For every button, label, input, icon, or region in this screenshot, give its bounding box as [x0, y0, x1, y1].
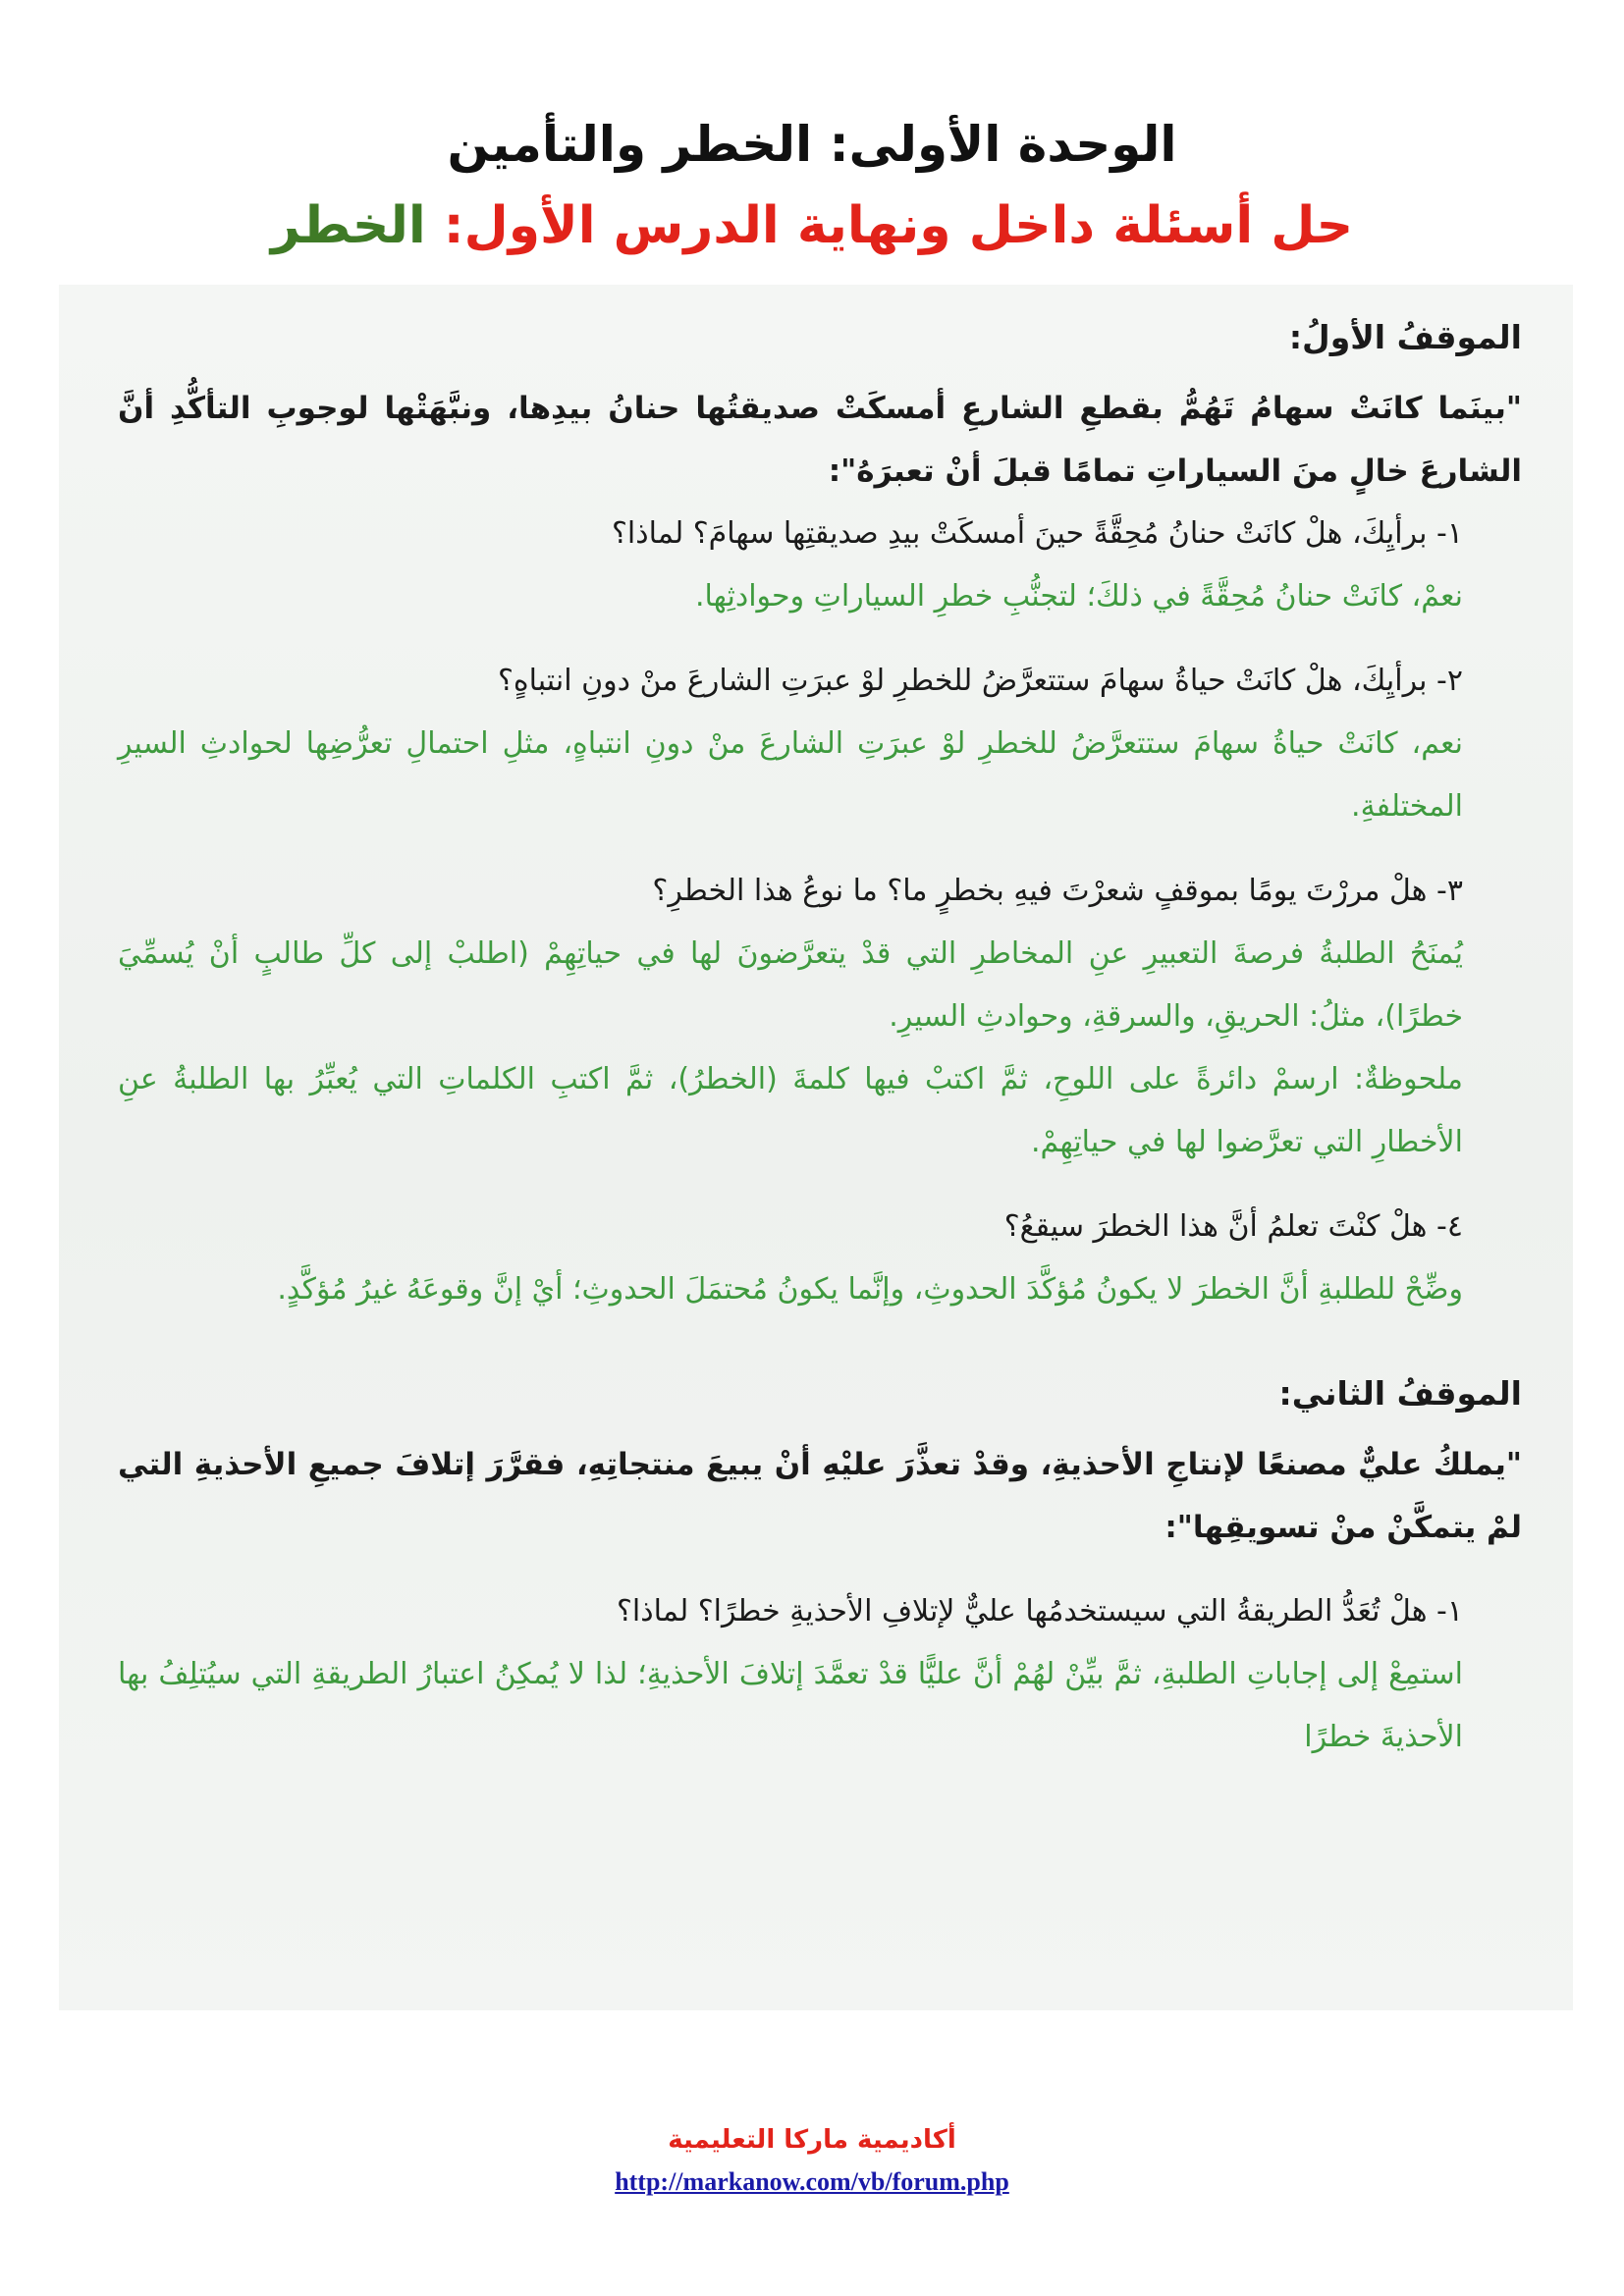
- answer: نعم، كانَتْ حياةُ سهامَ ستتعرَّضُ للخطرِ لوْ عبرَتِ الشارعَ منْ دونِ انتباهٍ، مثلِ احتمالِ تعرُّضِها لحوادثِ السيرِ المختلفةِ.: [118, 726, 1463, 824]
- teacher-note: ملحوظةٌ: ارسمْ دائرةً على اللوحِ، ثمَّ اكتبْ فيها كلمةَ (الخطرُ)، ثمَّ اكتبِ الكلماتِ التي يُعبِّرُ بها الطلبةُ عنِ الأخطارِ التي تعرَّضوا لها في حياتِهِمْ.: [118, 1062, 1463, 1159]
- question: ٣- هلْ مررْتَ يومًا بموقفٍ شعرْتَ فيهِ بخطرٍ ما؟ ما نوعُ هذا الخطرِ؟: [652, 874, 1463, 908]
- answer: استمِعْ إلى إجاباتِ الطلبةِ، ثمَّ بيِّنْ لهُمْ أنَّ عليًّا قدْ تعمَّدَ إتلافَ الأحذيةِ؛ لذا لا يُمكِنُ اعتبارُ الطريقةِ التي سيُتلِفُ بها الأحذيةَ خطرًا: [118, 1657, 1463, 1754]
- situation-1-text: "بينَما كانَتْ سهامُ تَهُمُّ بقطعِ الشارعِ أمسكَتْ صديقتُها حنانُ بيدِها، ونبَّهَتْها لوجوبِ التأكُّدِ أنَّ الشارعَ خالٍ منَ السياراتِ تمامًا قبلَ أنْ تعبرَهُ":: [118, 391, 1522, 489]
- question: ١- هلْ تُعَدُّ الطريقةُ التي سيستخدمُها عليٌّ لإتلافِ الأحذيةِ خطرًا؟ لماذا؟: [616, 1594, 1463, 1629]
- answer: يُمنَحُ الطلبةُ فرصةَ التعبيرِ عنِ المخاطرِ التي قدْ يتعرَّضونَ لها في حياتِهِمْ (اطلبْ إلى كلِّ طالبٍ أنْ يُسمِّيَ خطرًا)، مثلُ: الحريقِ، والسرقةِ، وحوادثِ السيرِ.: [118, 936, 1463, 1034]
- question: ١- برأيِكَ، هلْ كانَتْ حنانُ مُحِقَّةً حينَ أمسكَتْ بيدِ صديقتِها سهامَ؟ لماذا؟: [611, 516, 1463, 551]
- footer-forum-link[interactable]: http://markanow.com/vb/forum.php: [615, 2167, 1009, 2196]
- answer: وضِّحْ للطلبةِ أنَّ الخطرَ لا يكونُ مُؤكَّدَ الحدوثِ، وإنَّما يكونُ مُحتمَلَ الحدوثِ؛ أيْ إنَّ وقوعَهُ غيرُ مُؤكَّدٍ.: [277, 1272, 1463, 1307]
- situation-2-questions: [118, 1580, 1522, 1769]
- question: ٢- برأيِكَ، هلْ كانَتْ حياةُ سهامَ ستتعرَّضُ للخطرِ لوْ عبرَتِ الشارعَ منْ دونِ انتباهٍ؟: [497, 664, 1463, 698]
- situation-2-heading: الموقفُ الثاني:: [1278, 1374, 1522, 1413]
- question: ٤- هلْ كنْتَ تعلمُ أنَّ هذا الخطرَ سيقعُ؟: [1003, 1209, 1463, 1244]
- lesson-title: [0, 196, 1624, 255]
- content-panel: [59, 285, 1573, 2010]
- answer: نعمْ، كانَتْ حنانُ مُحِقَّةً في ذلكَ؛ لتجنُّبِ خطرِ السياراتِ وحوادثِها.: [694, 579, 1463, 614]
- unit-title: الوحدة الأولى: الخطر والتأمين: [447, 116, 1177, 173]
- situation-1-questions: [118, 503, 1522, 1321]
- lesson-title-main: حل أسئلة داخل ونهاية الدرس الأول:: [425, 196, 1354, 255]
- footer-academy-name: أكاديمية ماركا التعليمية: [668, 2125, 956, 2155]
- lesson-title-topic: الخطر: [270, 196, 426, 255]
- situation-1-heading: الموقفُ الأولُ:: [1288, 318, 1522, 356]
- situation-2-text: "يملكُ عليٌّ مصنعًا لإنتاجِ الأحذيةِ، وقدْ تعذَّرَ عليْهِ أنْ يبيعَ منتجاتِهِ، فقرَّرَ إتلافَ جميعِ الأحذيةِ التي لمْ يتمكَّنْ منْ تسويقِها":: [118, 1447, 1522, 1545]
